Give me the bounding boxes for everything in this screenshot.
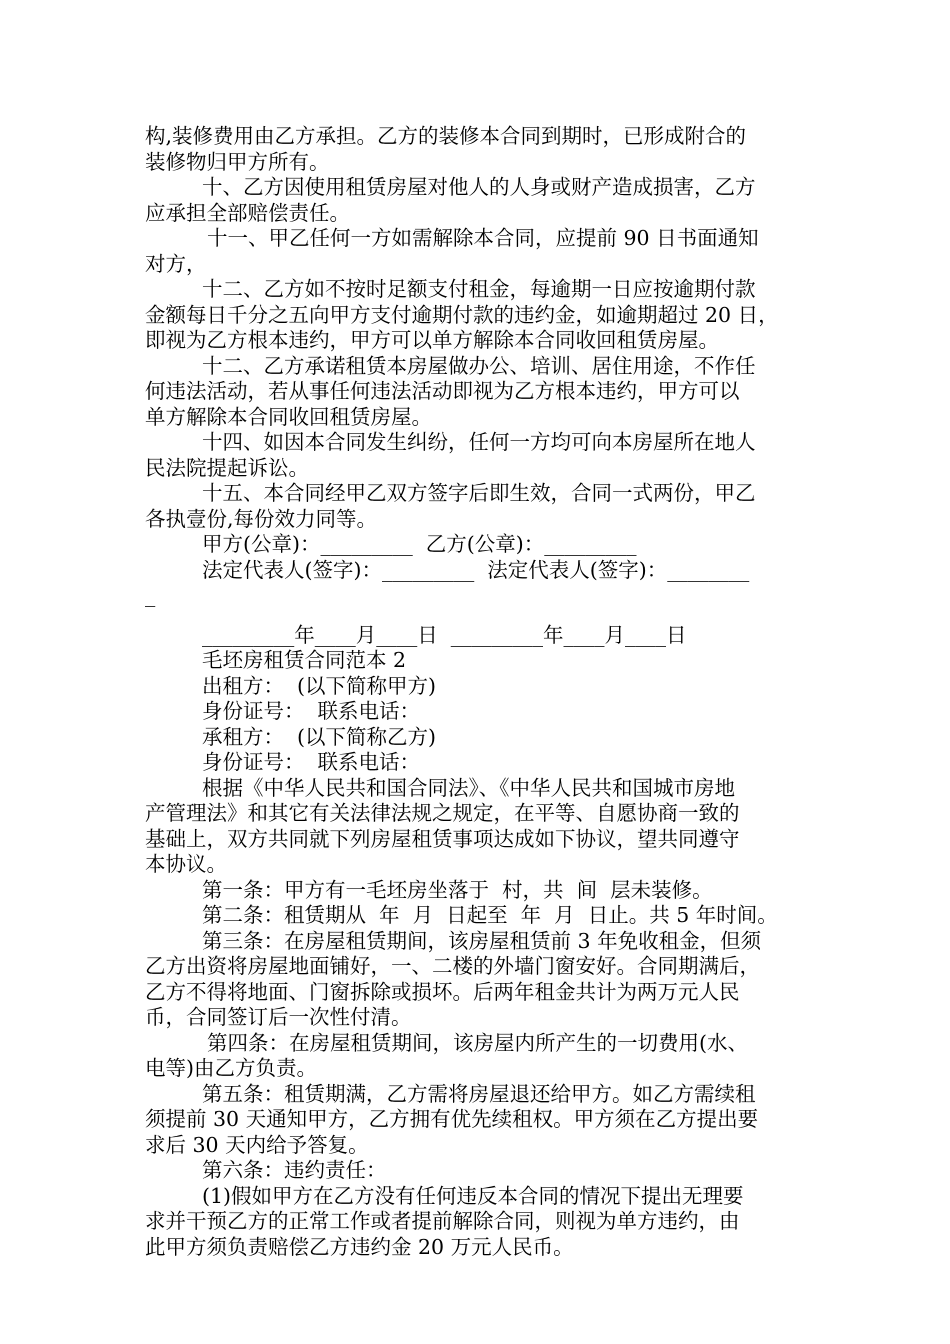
article-three: 第三条：在房屋租赁期间，该房屋租赁前 3 年免收租金，但须 — [202, 928, 762, 953]
text-line: 基础上，双方共同就下列房屋租赁事项达成如下协议，望共同遵守 — [145, 826, 740, 851]
text-line: 求并干预乙方的正常工作或者提前解除合同，则视为单方违约，由 — [145, 1209, 740, 1233]
article-two: 第二条：租赁期从 年 月 日起至 年 月 日止。共 5 年时间。 — [202, 903, 778, 927]
text-line: 民法院提起诉讼。 — [145, 455, 309, 480]
clause-twelve: 十二、乙方如不按时足额支付租金，每逾期一日应按逾期付款 — [202, 277, 756, 301]
seal-line: 甲方(公章)：_________ 乙方(公章)：_________ — [202, 532, 637, 556]
lessor-id-line: 身份证号： 联系电话： — [202, 699, 421, 723]
signature-line: 法定代表人(签字)：_________ 法定代表人(签字)：________ — [202, 557, 750, 582]
lessor-line: 出租方： (以下简称甲方) — [202, 673, 437, 698]
text-line: 何违法活动，若从事任何违法活动即视为乙方根本违约，甲方可以 — [145, 379, 740, 403]
text-line: 构,装修费用由乙方承担。乙方的装修本合同到期时，已形成附合的 — [145, 124, 747, 148]
text-line: 须提前 30 天通知甲方，乙方拥有优先续租权。甲方须在乙方提出要 — [145, 1107, 759, 1131]
clause-eleven: 十一、甲乙任何一方如需解除本合同，应提前 90 日书面通知 — [207, 226, 759, 250]
text-line: 本协议。 — [145, 852, 227, 876]
text-line: 币，合同签订后一次性付清。 — [145, 1005, 412, 1029]
article-five: 第五条：租赁期满，乙方需将房屋退还给甲方。如乙方需续租 — [202, 1081, 756, 1106]
article-six: 第六条：违约责任： — [202, 1158, 387, 1182]
text-line: 各执壹份,每份效力同等。 — [145, 506, 378, 531]
contract-text — [145, 124, 810, 1260]
text-line: 乙方出资将房屋地面铺好，一、二楼的外墙门窗安好。合同期满后， — [145, 954, 760, 978]
clause-ten: 十、乙方因使用租赁房屋对他人的人身或财产造成损害，乙方 — [202, 175, 756, 199]
date-line: _________年____月____日 _________年____月____日 — [202, 622, 687, 647]
text-line: 此甲方须负责赔偿乙方违约金 20 万元人民币。 — [145, 1234, 574, 1259]
lessee-line: 承租方： (以下简称乙方) — [202, 724, 437, 749]
text-line: 产管理法》和其它有关法律法规之规定，在平等、自愿协商一致的 — [145, 801, 740, 825]
clause-twelve-b: 十二、乙方承诺租赁本房屋做办公、培训、居住用途，不作任 — [202, 353, 756, 378]
text-line: 求后 30 天内给予答复。 — [145, 1132, 369, 1157]
clause-fifteen: 十五、本合同经甲乙双方签字后即生效，合同一式两份，甲乙 — [202, 481, 756, 505]
lessee-id-line: 身份证号： 联系电话： — [202, 750, 421, 774]
preamble: 根据《中华人民共和国合同法》、《中华人民共和国城市房地 — [202, 775, 735, 800]
signature-overflow: _ — [145, 583, 156, 607]
text-line: 电等)由乙方负责。 — [145, 1056, 317, 1080]
article-four: 第四条：在房屋租赁期间，该房屋内所产生的一切费用(水、 — [207, 1030, 748, 1055]
text-line: 单方解除本合同收回租赁房屋。 — [145, 404, 432, 429]
article-six-item-1: (1)假如甲方在乙方没有任何违反本合同的情况下提出无理要 — [202, 1183, 744, 1208]
article-one: 第一条：甲方有一毛坯房坐落于 村，共 间 层未装修。 — [202, 877, 713, 902]
text-line: 应承担全部赔偿责任。 — [145, 200, 350, 225]
text-line: 金额每日千分之五向甲方支付逾期付款的违约金，如逾期超过 20 日， — [145, 302, 779, 327]
text-line: 即视为乙方根本违约，甲方可以单方解除本合同收回租赁房屋。 — [145, 328, 719, 352]
text-line: 对方， — [145, 251, 207, 276]
text-line: 乙方不得将地面、门窗拆除或损坏。后两年租金共计为两万元人民 — [145, 979, 740, 1004]
text-line: 装修物归甲方所有。 — [145, 149, 330, 174]
clause-fourteen: 十四、如因本合同发生纠纷，任何一方均可向本房屋所在地人 — [202, 430, 756, 454]
section-title: 毛坯房租赁合同范本 2 — [202, 648, 407, 672]
